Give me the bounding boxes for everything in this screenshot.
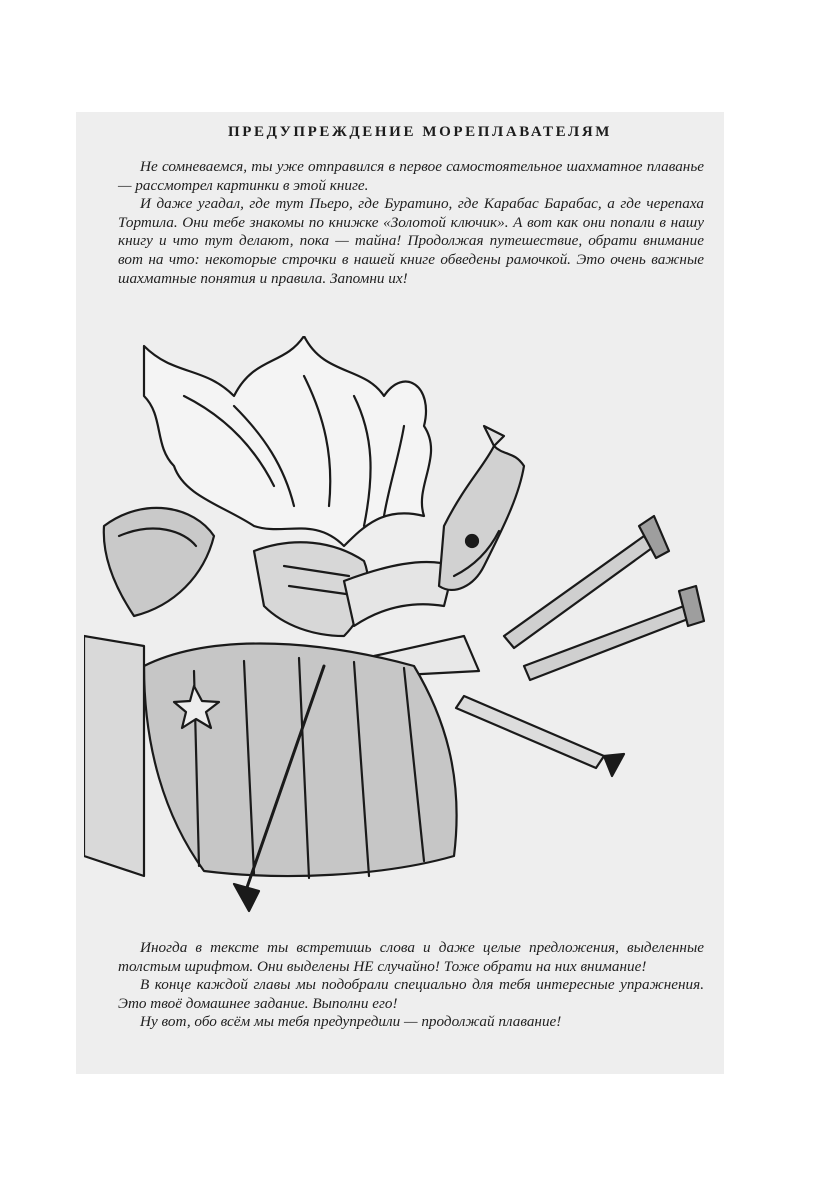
intro-paragraph-2: И даже угадал, где тут Пьеро, где Буратино, где Карабас Барабас, а где черепаха Тортила. Они тебе знакомы по книжке «Золотой ключик». А вот как они попали в нашу книгу и что тут делают, пока — тайна! Продолжая путешествие, обрати внимание вот на что: некоторые строчки в нашей книге обведены рамочкой. Это очень важные шахматные понятия и правила. Запомни их! [118,195,704,287]
outro-paragraph-3: Ну вот, обо всём мы тебя предупредили — продолжай плавание! [140,1013,562,1031]
outro-paragraph-2: В конце каждой главы мы подобрали специально для тебя интересные упражнения. Это твоё домашнее задание. Выполни его! [118,976,704,1012]
intro-text [118,158,704,288]
intro-paragraph-1: Не сомневаемся, ты уже отправился в первое самостоятельное шахматное плаванье — рассмотрел картинки в этой книге. [118,158,704,194]
knight-on-horse-illustration-icon [84,336,716,920]
outro-text [118,939,704,1032]
page-heading: ПРЕДУПРЕЖДЕНИЕ МОРЕПЛАВАТЕЛЯМ [227,124,613,140]
knight-illustration [84,336,716,920]
outro-paragraph-1: Иногда в тексте ты встретишь слова и даже целые предложения, выделенные толстым шрифтом. Они выделены НЕ случайно! Тоже обрати на них внимание! [118,939,704,975]
